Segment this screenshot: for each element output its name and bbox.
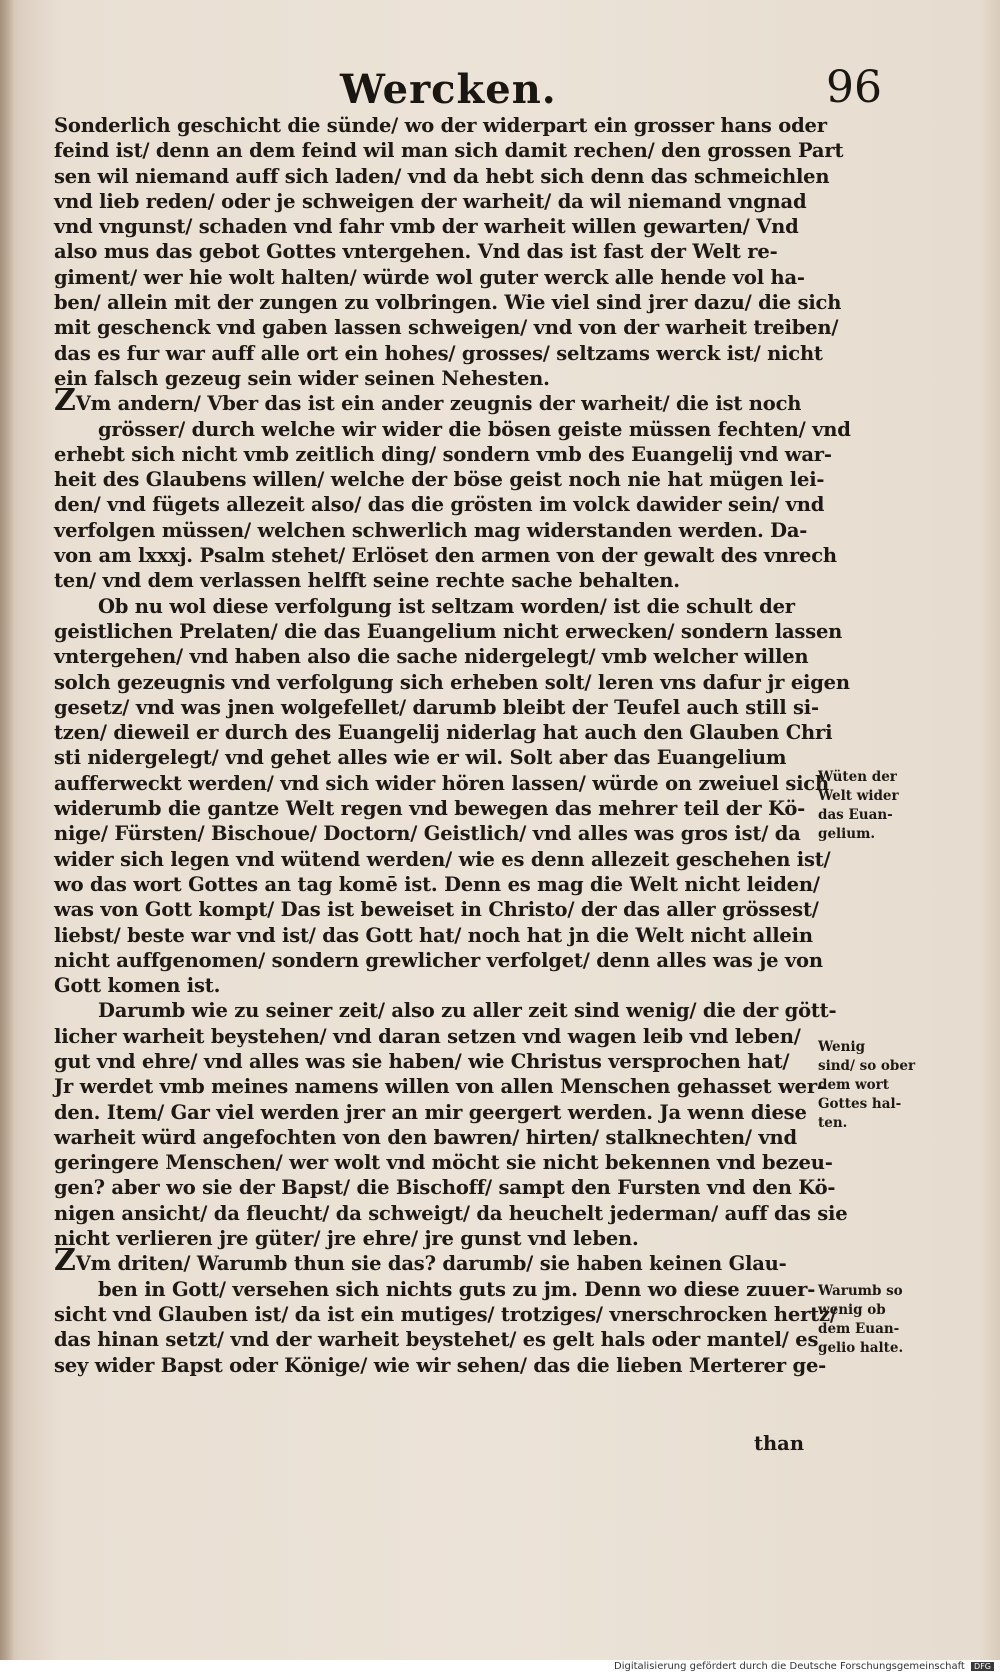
- text-line: solch gezeugnis vnd verfolgung sich erheben solt/ leren vns dafur jr eigen: [54, 670, 850, 694]
- catchword: than: [754, 1432, 804, 1455]
- marginal-note-1: [818, 768, 908, 844]
- credit-text: Digitalisierung gefördert durch die Deutsche Forschungsgemeinschaft: [614, 1661, 965, 1672]
- text-line: sicht vnd Glauben ist/ da ist ein mutiges/ trotziges/ vnerschrocken hertz/: [54, 1302, 837, 1326]
- marginal-line: Welt wider: [818, 788, 899, 804]
- marginal-line: gelio halte.: [818, 1340, 904, 1356]
- marginal-line: Gottes hal-: [818, 1096, 902, 1112]
- text-line: wo das wort Gottes an tag komē ist. Denn es mag die Welt nicht leiden/: [54, 872, 820, 896]
- text-line: tzen/ dieweil er durch des Euangelij niderlag hat auch den Glauben Chri: [54, 721, 833, 745]
- text-line: Jr werdet vmb meines namens willen von allen Menschen gehasset wer-: [54, 1075, 825, 1099]
- text-line: wider sich legen vnd wütend werden/ wie es denn allezeit geschehen ist/: [54, 847, 831, 871]
- marginal-note-3: [818, 1282, 908, 1358]
- text-line: liebst/ beste war vnd ist/ das Gott hat/ noch hat jn die Welt nicht allein: [54, 923, 813, 947]
- text-line: nicht auffgenomen/ sondern grewlicher verfolget/ denn alles was je von: [54, 948, 823, 972]
- text-line: also mus das gebot Gottes vntergehen. Vnd das ist fast der Welt re-: [54, 240, 778, 264]
- initial-letter: Z: [54, 383, 76, 419]
- text-line: nigen ansicht/ da fleucht/ da schweigt/ da heuchelt jederman/ auff das sie: [54, 1201, 848, 1225]
- text-line: ben in Gott/ versehen sich nichts guts zu jm. Denn wo diese zuuer-: [98, 1277, 816, 1301]
- text-line: giment/ wer hie wolt halten/ würde wol guter werck alle hende vol ha-: [54, 265, 805, 289]
- marginal-line: dem Euan-: [818, 1321, 900, 1337]
- text-line: ein falsch gezeug sein wider seinen Nehesten.: [54, 366, 550, 390]
- text-line: verfolgen müssen/ welchen schwerlich mag widerstanden werden. Da-: [54, 518, 808, 542]
- text-line: gut vnd ehre/ vnd alles was sie haben/ wie Christus versprochen hat/: [54, 1049, 790, 1073]
- dfg-logo: DFG: [971, 1662, 994, 1671]
- text-line-with-initial: [54, 383, 814, 419]
- paragraph-1: [54, 113, 844, 391]
- text-line: das hinan setzt/ vnd der warheit beystehet/ es gelt hals oder mantel/ es: [54, 1328, 819, 1352]
- text-line-rest: Vm driten/ Warumb thun sie das? darumb/ sie haben keinen Glau-: [75, 1252, 787, 1276]
- text-line: das es fur war auff alle ort ein hohes/ grosses/ seltzams werck ist/ nicht: [54, 341, 823, 365]
- text-line: von am lxxxj. Psalm stehet/ Erlöset den armen von der gewalt des vnrech: [54, 544, 837, 568]
- marginal-line: das Euan-: [818, 807, 893, 823]
- marginal-line: Warumb so: [818, 1283, 903, 1299]
- marginal-line: gelium.: [818, 826, 876, 842]
- text-line: vntergehen/ vnd haben also die sache nidergelegt/ vmb welcher willen: [54, 645, 809, 669]
- text-line: Sonderlich geschicht die sünde/ wo der widerpart ein grosser hans oder: [54, 114, 827, 137]
- marginal-line: ten.: [818, 1115, 848, 1131]
- text-line: mit geschenck vnd gaben lassen schweigen/ vnd von der warheit treiben/: [54, 316, 839, 340]
- text-line: vnd vngunst/ schaden vnd fahr vmb der warheit willen gewarten/ Vnd: [54, 215, 799, 239]
- marginal-line: Wenig: [818, 1039, 866, 1055]
- text-line: widerumb die gantze Welt regen vnd bewegen das mehrer teil der Kö-: [54, 797, 806, 821]
- text-line: was von Gott kompt/ Das ist beweiset in Christo/ der das aller grössest/: [54, 898, 819, 922]
- text-line: Gott komen ist.: [54, 974, 221, 998]
- marginal-line: dem wort: [818, 1077, 889, 1093]
- text-line: geistlichen Prelaten/ die das Euangelium nicht erwecken/ sondern lassen: [54, 619, 843, 643]
- marginal-line: sind/ so ober: [818, 1058, 916, 1074]
- text-line: den/ vnd fügets allezeit also/ das die grösten im volck dawider sein/ vnd: [54, 493, 825, 517]
- text-line: vnd lieb reden/ oder je schweigen der warheit/ da wil niemand vngnad: [54, 189, 807, 213]
- text-line: nicht verlieren jre güter/ jre ehre/ jre gunst vnd leben.: [54, 1227, 639, 1251]
- running-title: Wercken.: [340, 66, 557, 113]
- marginal-line: wenig ob: [818, 1302, 886, 1318]
- text-line: sey wider Bapst oder Könige/ wie wir sehen/ das die lieben Merterer ge-: [54, 1353, 827, 1377]
- marginal-line: Wüten der: [818, 769, 897, 785]
- text-line: Darumb wie zu seiner zeit/ also zu aller zeit sind wenig/ die der gött-: [98, 999, 837, 1023]
- main-text-block: [54, 113, 851, 1378]
- text-line-with-initial: [54, 1243, 814, 1279]
- text-line: sti nidergelegt/ vnd gehet alles wie er wil. Solt aber das Euangelium: [54, 746, 787, 770]
- text-line: geringere Menschen/ wer wolt vnd möcht sie nicht bekennen vnd bezeu-: [54, 1151, 833, 1175]
- text-line: feind ist/ denn an dem feind wil man sich damit rechen/ den grossen Part: [54, 139, 844, 163]
- text-line: heit des Glaubens willen/ welche der böse geist noch nie hat mügen lei-: [54, 468, 825, 492]
- text-line: gesetz/ vnd was jnen wolgefellet/ darumb bleibt der Teufel auch still si-: [54, 695, 819, 719]
- text-line: grösser/ durch welche wir wider die bösen geiste müssen fechten/ vnd: [98, 417, 851, 441]
- text-line: licher warheit beystehen/ vnd daran setzen vnd wagen leib vnd leben/: [54, 1024, 801, 1048]
- text-line: den. Item/ Gar viel werden jrer an mir geergert werden. Ja wenn diese: [54, 1100, 807, 1124]
- initial-letter: Z: [54, 1243, 76, 1279]
- text-line: ben/ allein mit der zungen zu volbringen. Wie viel sind jrer dazu/ die sich: [54, 291, 842, 315]
- paragraph-4: [54, 998, 848, 1251]
- text-line: warheit würd angefochten von den bawren/ hirten/ stalknechten/ vnd: [54, 1125, 797, 1149]
- text-line: aufferweckt werden/ vnd sich wider hören lassen/ würde on zweiuel sich: [54, 771, 829, 795]
- text-line: nige/ Fürsten/ Bischoue/ Doctorn/ Geistlich/ vnd alles was gros ist/ da: [54, 822, 801, 846]
- paragraph-2: [54, 383, 851, 593]
- page-number: 96: [826, 62, 882, 113]
- marginal-note-2: [818, 1038, 916, 1133]
- text-line: ten/ vnd dem verlassen helfft seine rechte sache behalten.: [54, 569, 680, 593]
- text-line-rest: Vm andern/ Vber das ist ein ander zeugnis der warheit/ die ist noch: [75, 392, 802, 416]
- text-line: gen? aber wo sie der Bapst/ die Bischoff/ sampt den Fursten vnd den Kö-: [54, 1176, 836, 1200]
- text-line: erhebt sich nicht vmb zeitlich ding/ sondern vmb des Euangelij vnd war-: [54, 442, 832, 466]
- paragraph-3: [54, 594, 850, 999]
- text-line: sen wil niemand auff sich laden/ vnd da hebt sich denn das schmeichlen: [54, 164, 830, 188]
- digitization-credit: [614, 1661, 994, 1672]
- text-line: Ob nu wol diese verfolgung ist seltzam worden/ ist die schult der: [98, 594, 795, 618]
- paragraph-5: [54, 1243, 837, 1377]
